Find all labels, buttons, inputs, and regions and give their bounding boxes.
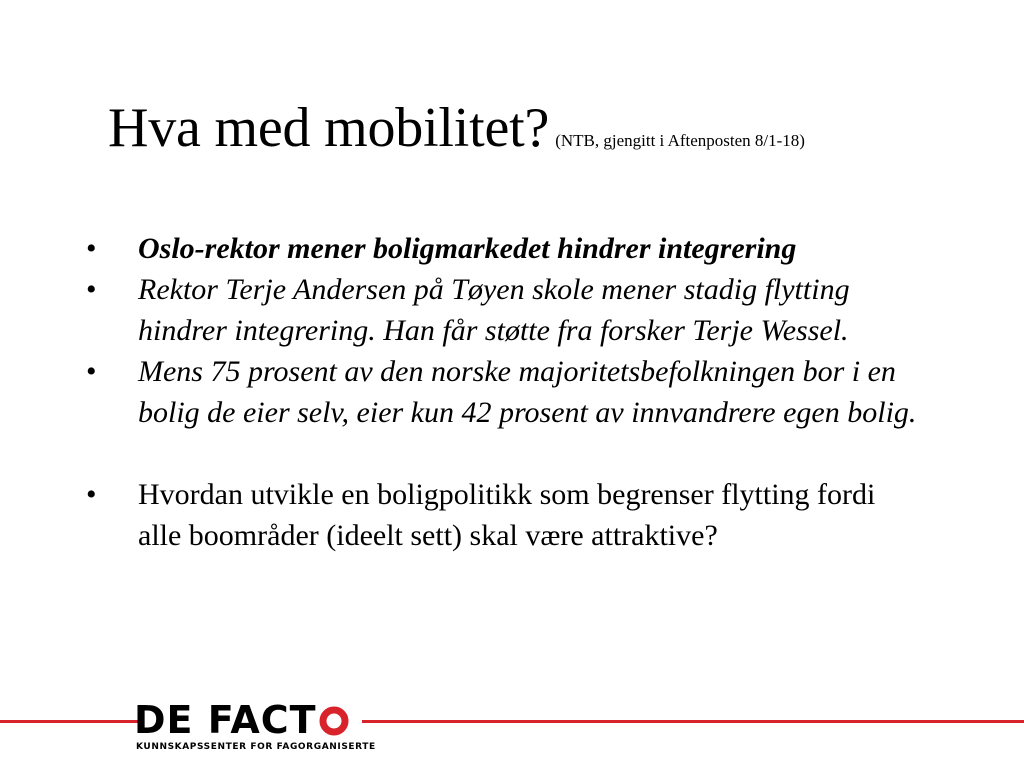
title-text: Hva med mobilitet? xyxy=(108,97,550,159)
bullet-text: Mens 75 prosent av den norske majoritetsbefolkningen bor i en bolig de eier selv, eier kun 42 prosent av innvandrere egen bolig. xyxy=(138,355,917,429)
bullet-dot: • xyxy=(86,478,97,511)
bullet-item xyxy=(86,228,926,269)
bullet-text: Oslo-rektor mener boligmarkedet hindrer integrering xyxy=(138,232,797,265)
bullet-spacer xyxy=(86,433,926,474)
footer-rule-left xyxy=(0,720,140,723)
bullet-text: Hvordan utvikle en boligpolitikk som begrenser flytting fordi alle boområder (ideelt sett) skal være attraktive? xyxy=(138,478,876,552)
footer-rule-right xyxy=(362,720,1024,723)
de-facto-logo xyxy=(134,698,376,758)
bullet-item xyxy=(86,474,926,556)
bullet-item xyxy=(86,269,926,351)
logo-red-o-icon xyxy=(319,705,349,735)
logo-text: DE FACT xyxy=(134,698,317,742)
bullet-item xyxy=(86,351,926,433)
bullet-dot: • xyxy=(86,232,97,265)
bullet-dot: • xyxy=(86,273,97,306)
slide-title xyxy=(108,97,805,159)
logo-tagline: KUNNSKAPSSENTER FOR FAGORGANISERTE xyxy=(136,742,376,752)
bullet-dot: • xyxy=(86,355,97,388)
logo-wordmark xyxy=(134,698,349,742)
bullet-text: Rektor Terje Andersen på Tøyen skole mener stadig flytting hindrer integrering. Han får støtte fra forsker Terje Wessel. xyxy=(138,273,850,347)
bullet-list xyxy=(86,228,926,556)
title-source: (NTB, gjengitt i Aftenposten 8/1-18) xyxy=(555,131,805,150)
